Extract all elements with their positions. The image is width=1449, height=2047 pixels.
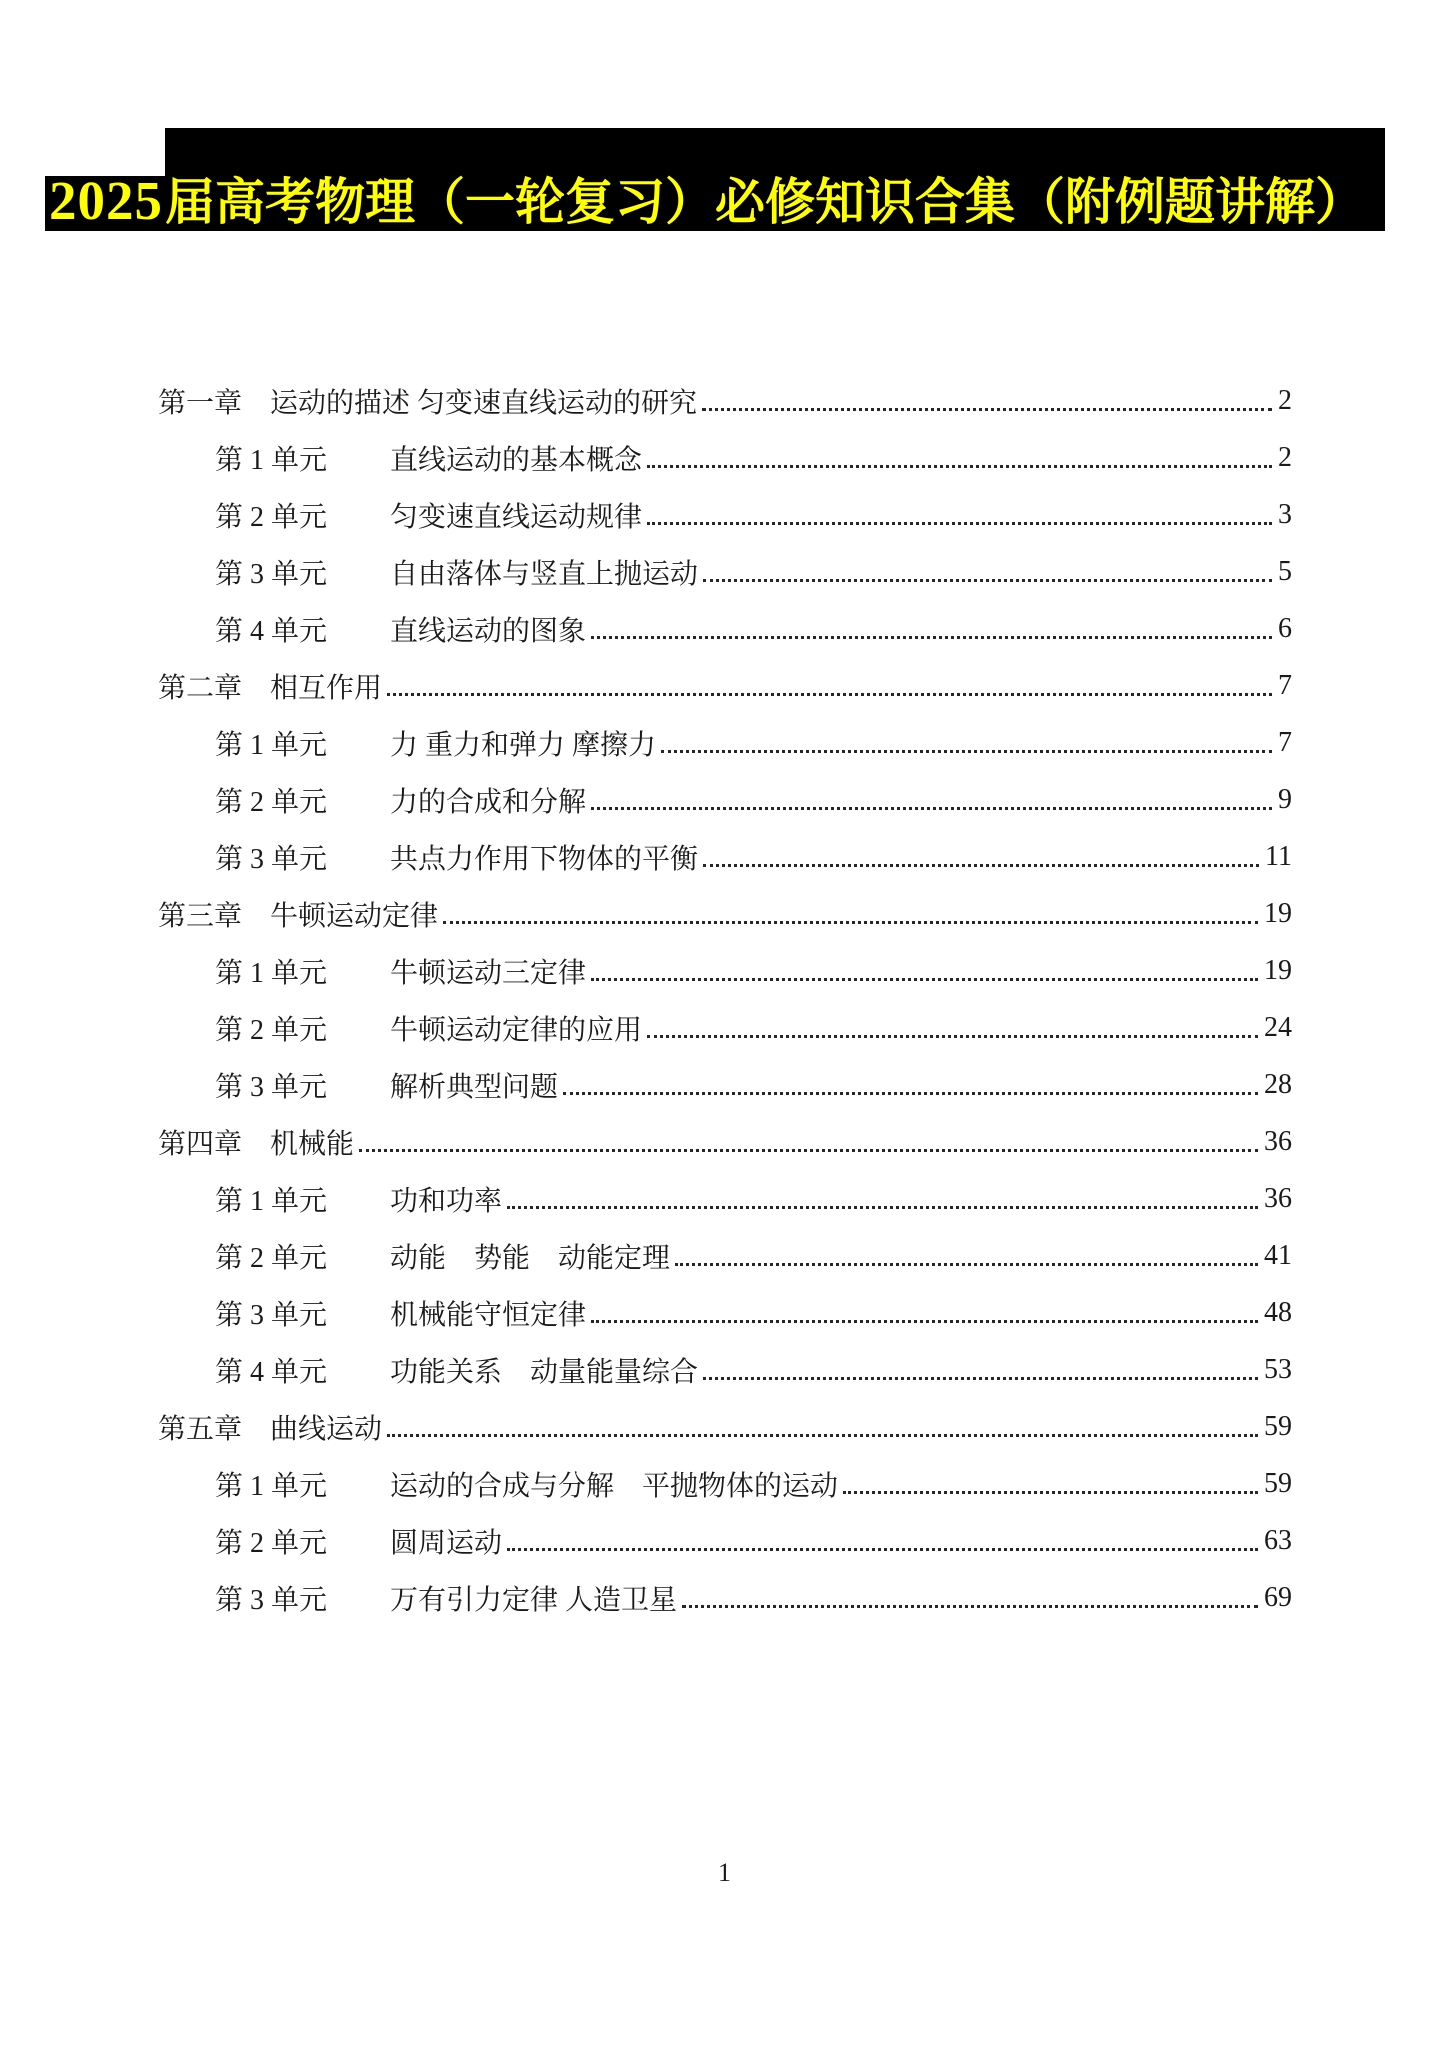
toc-entry-page: 7 <box>1278 726 1292 758</box>
toc-entry-label: 第 1 单元 <box>215 444 328 476</box>
dot-leader <box>647 522 1272 525</box>
toc-entry-label: 第五章 <box>158 1413 243 1445</box>
toc-entry-title: 共点力作用下物体的平衡 <box>390 843 699 875</box>
dot-leader <box>387 693 1272 696</box>
footer-page-number: 1 <box>718 1858 731 1887</box>
toc-entry[interactable] <box>158 942 1292 999</box>
toc-entry-page: 19 <box>1264 954 1292 986</box>
dot-leader <box>507 1206 1258 1209</box>
dot-leader <box>359 1149 1258 1152</box>
toc-entry[interactable] <box>158 1569 1292 1626</box>
toc-entry-label: 第 2 单元 <box>215 1527 328 1559</box>
toc-entry-title: 动能 势能 动能定理 <box>390 1242 671 1274</box>
toc-entry-title: 解析典型问题 <box>390 1071 559 1103</box>
toc-entry-label: 第 3 单元 <box>215 1584 328 1616</box>
toc-entry-title: 直线运动的图象 <box>390 615 587 647</box>
toc-entry[interactable] <box>158 1113 1292 1170</box>
toc-entry-label: 第 2 单元 <box>215 786 328 818</box>
toc-entry-title: 功和功率 <box>390 1185 503 1217</box>
dot-leader <box>591 636 1272 639</box>
toc-entry[interactable] <box>158 372 1292 429</box>
toc-entry-label: 第二章 <box>158 672 243 704</box>
toc-entry-page: 2 <box>1278 441 1292 473</box>
toc-entry-title: 运动的描述 匀变速直线运动的研究 <box>270 387 698 419</box>
toc-entry[interactable] <box>158 828 1292 885</box>
dot-leader <box>591 807 1272 810</box>
toc-entry-page: 63 <box>1264 1524 1292 1556</box>
toc-entry-title: 运动的合成与分解 平抛物体的运动 <box>390 1470 839 1502</box>
toc-entry-label: 第 1 单元 <box>215 957 328 989</box>
dot-leader <box>591 978 1258 981</box>
toc-entry-label: 第三章 <box>158 900 243 932</box>
toc-entry-page: 5 <box>1278 555 1292 587</box>
dot-leader <box>647 1035 1258 1038</box>
dot-leader <box>443 921 1258 924</box>
dot-leader <box>703 579 1272 582</box>
dot-leader <box>647 465 1272 468</box>
toc-entry[interactable] <box>158 429 1292 486</box>
toc-entry-title: 万有引力定律 人造卫星 <box>390 1584 678 1616</box>
toc-entry-title: 机械能 <box>270 1128 355 1160</box>
toc-entry[interactable] <box>158 657 1292 714</box>
toc-entry-page: 69 <box>1264 1581 1292 1613</box>
toc-entry-title: 相互作用 <box>270 672 383 704</box>
toc-entry[interactable] <box>158 1056 1292 1113</box>
toc-entry-page: 36 <box>1264 1125 1292 1157</box>
toc-entry-title: 牛顿运动定律 <box>270 900 439 932</box>
dot-leader <box>507 1548 1258 1551</box>
toc-entry-label: 第 1 单元 <box>215 1470 328 1502</box>
toc-entry-page: 59 <box>1264 1467 1292 1499</box>
title-text: 届高考物理（一轮复习）必修知识合集（附例题讲解） <box>165 128 1385 231</box>
dot-leader <box>702 408 1272 411</box>
toc-entry-title: 圆周运动 <box>390 1527 503 1559</box>
toc-entry[interactable] <box>158 543 1292 600</box>
toc-entry[interactable] <box>158 486 1292 543</box>
toc-entry-label: 第 4 单元 <box>215 1356 328 1388</box>
dot-leader <box>591 1320 1258 1323</box>
toc-entry[interactable] <box>158 1284 1292 1341</box>
toc-entry-page: 9 <box>1278 783 1292 815</box>
toc-entry[interactable] <box>158 1341 1292 1398</box>
toc-entry[interactable] <box>158 1398 1292 1455</box>
toc-entry-label: 第 3 单元 <box>215 1299 328 1331</box>
toc-entry-page: 53 <box>1264 1353 1292 1385</box>
dot-leader <box>563 1092 1258 1095</box>
toc-entry-title: 力 重力和弹力 摩擦力 <box>390 729 657 761</box>
toc-entry-title: 匀变速直线运动规律 <box>390 501 643 533</box>
toc-entry-title: 曲线运动 <box>270 1413 383 1445</box>
dot-leader <box>675 1263 1258 1266</box>
toc-entry-label: 第 3 单元 <box>215 843 328 875</box>
toc-entry[interactable] <box>158 1170 1292 1227</box>
toc-entry-page: 11 <box>1265 840 1292 872</box>
toc-entry[interactable] <box>158 600 1292 657</box>
toc-entry-label: 第 4 单元 <box>215 615 328 647</box>
toc-entry-page: 59 <box>1264 1410 1292 1442</box>
toc-entry-title: 机械能守恒定律 <box>390 1299 587 1331</box>
toc-entry-page: 19 <box>1264 897 1292 929</box>
dot-leader <box>387 1434 1258 1437</box>
toc-entry-page: 41 <box>1264 1239 1292 1271</box>
title-banner <box>45 128 1385 231</box>
toc-entry-label: 第 2 单元 <box>215 1242 328 1274</box>
toc-entry[interactable] <box>158 1455 1292 1512</box>
dot-leader <box>703 864 1259 867</box>
toc-entry-page: 28 <box>1264 1068 1292 1100</box>
toc-entry-label: 第一章 <box>158 387 243 419</box>
toc-entry[interactable] <box>158 771 1292 828</box>
toc-entry-label: 第 2 单元 <box>215 501 328 533</box>
toc-entry-page: 48 <box>1264 1296 1292 1328</box>
toc-entry-label: 第 3 单元 <box>215 1071 328 1103</box>
toc-entry-label: 第 1 单元 <box>215 1185 328 1217</box>
toc-entry-title: 直线运动的基本概念 <box>390 444 643 476</box>
toc-entry-title: 自由落体与竖直上抛运动 <box>390 558 699 590</box>
toc-entry-label: 第四章 <box>158 1128 243 1160</box>
toc-entry-page: 3 <box>1278 498 1292 530</box>
toc-entry-page: 7 <box>1278 669 1292 701</box>
toc-entry-label: 第 2 单元 <box>215 1014 328 1046</box>
toc-entry[interactable] <box>158 714 1292 771</box>
toc-entry-title: 牛顿运动三定律 <box>390 957 587 989</box>
toc-entry[interactable] <box>158 1227 1292 1284</box>
dot-leader <box>661 750 1272 753</box>
toc-entry-label: 第 1 单元 <box>215 729 328 761</box>
toc-entry-page: 36 <box>1264 1182 1292 1214</box>
toc-entry-label: 第 3 单元 <box>215 558 328 590</box>
dot-leader <box>703 1377 1258 1380</box>
title-year-highlight: 2025 <box>45 176 165 231</box>
toc-entry-page: 24 <box>1264 1011 1292 1043</box>
toc-entry-page: 2 <box>1278 384 1292 416</box>
toc-entry[interactable] <box>158 999 1292 1056</box>
toc-entry-title: 牛顿运动定律的应用 <box>390 1014 643 1046</box>
toc-entry-title: 力的合成和分解 <box>390 786 587 818</box>
dot-leader <box>682 1605 1258 1608</box>
dot-leader <box>843 1491 1258 1494</box>
toc-entry-page: 6 <box>1278 612 1292 644</box>
toc-entry-title: 功能关系 动量能量综合 <box>390 1356 699 1388</box>
toc-entry[interactable] <box>158 885 1292 942</box>
toc-list <box>158 372 1292 1626</box>
toc-entry[interactable] <box>158 1512 1292 1569</box>
